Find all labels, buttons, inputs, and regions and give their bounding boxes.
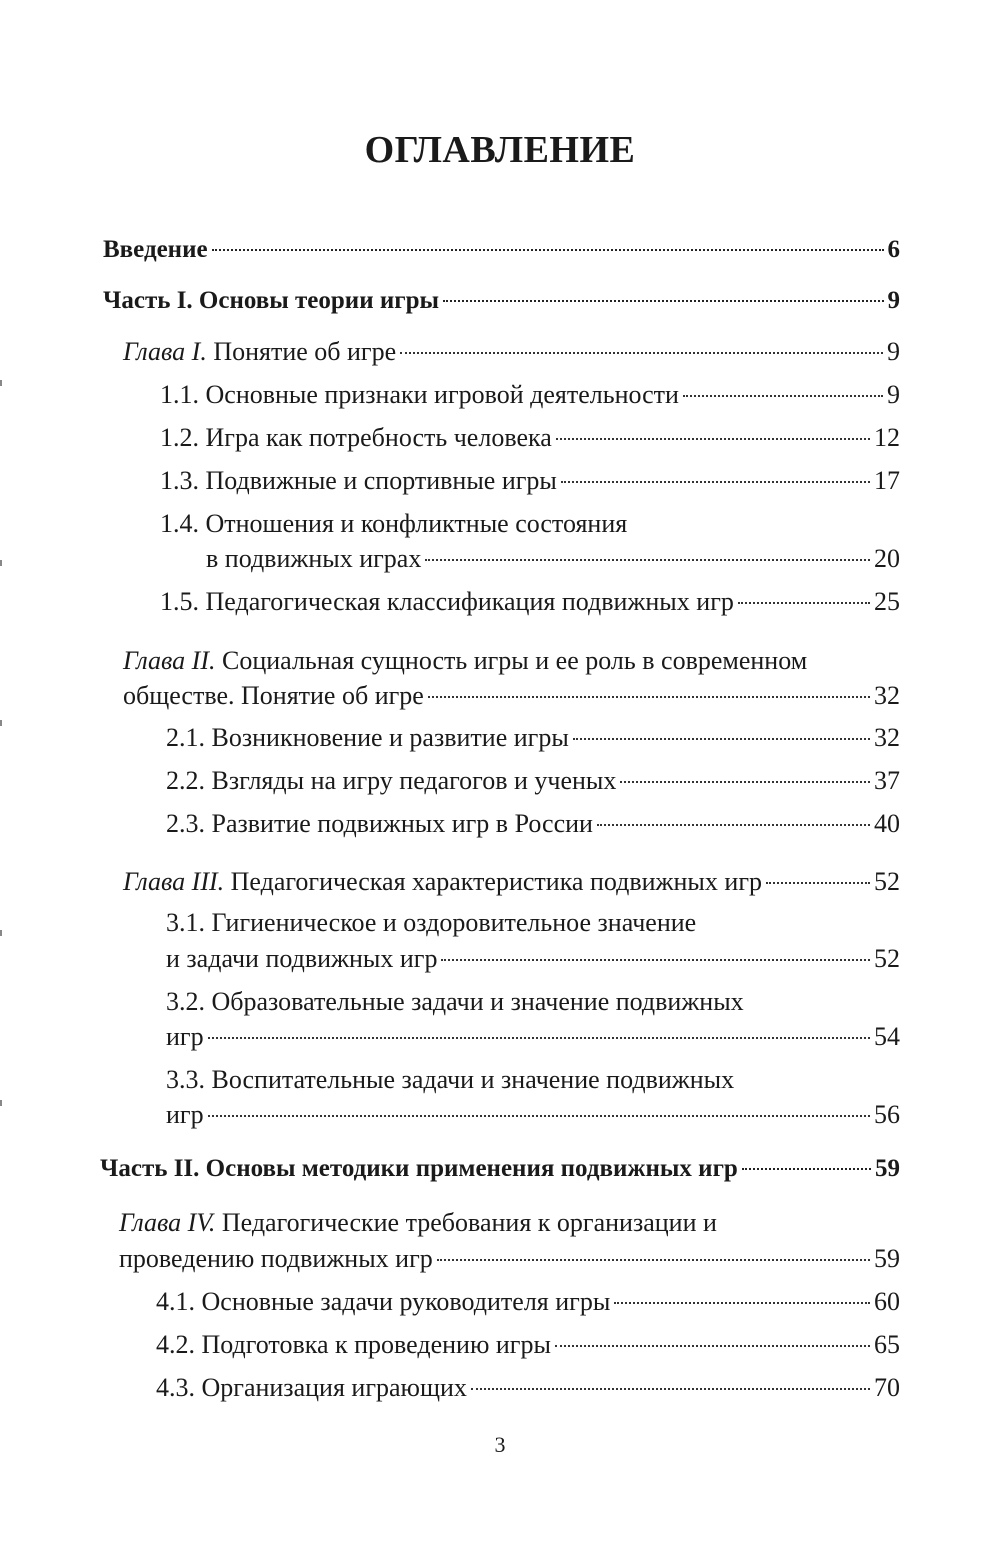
toc-page-number: 70 — [874, 1373, 900, 1402]
toc-entry-section-3-1[interactable] — [166, 941, 900, 977]
dot-leader — [555, 1345, 870, 1347]
dot-leader — [738, 602, 870, 604]
toc-entry-section-2-3[interactable] — [166, 806, 900, 842]
toc-page-number: 20 — [874, 544, 900, 573]
dot-leader — [620, 781, 870, 783]
toc-page-number: 52 — [874, 867, 900, 896]
toc-page-number: 32 — [874, 723, 900, 752]
toc-entry-label: Часть II. Основы методики применения подвижных игр — [100, 1155, 738, 1182]
toc-page-number: 17 — [874, 466, 900, 495]
toc-page-number: 59 — [874, 1244, 900, 1273]
toc-entry-label: 4.3. Организация играющих — [156, 1373, 467, 1402]
dot-leader — [443, 300, 883, 302]
toc-page-number: 9 — [887, 380, 900, 409]
toc-entry-section-2-1[interactable] — [166, 720, 900, 756]
toc-entry-section-3-2[interactable] — [166, 1019, 900, 1055]
toc-entry-label: 1.1. Основные признаки игровой деятельности — [160, 380, 679, 409]
toc-page-number: 40 — [874, 809, 900, 838]
page-number: 3 — [494, 1432, 506, 1457]
toc-entry-introduction[interactable] — [103, 232, 900, 268]
toc-entry-label: проведению подвижных игр — [119, 1244, 433, 1273]
toc-entry-chapter-4-line1[interactable] — [119, 1205, 717, 1241]
toc-entry-section-4-3[interactable] — [156, 1370, 900, 1406]
toc-entry-label: 2.3. Развитие подвижных игр в России — [166, 809, 593, 838]
toc-entry-section-3-3-line1[interactable]: 3.3. Воспитательные задачи и значение подвижных — [166, 1065, 735, 1094]
dot-leader — [561, 481, 870, 483]
toc-entry-label: игр — [166, 1022, 204, 1051]
toc-entry-label: обществе. Понятие об игре — [123, 681, 424, 710]
toc-page-number: 6 — [887, 236, 900, 263]
toc-entry-label: Педагогические требования к организации и — [221, 1208, 717, 1237]
toc-entry-label: 1.2. Игра как потребность человека — [160, 423, 552, 452]
dot-leader — [471, 1388, 870, 1390]
toc-page-number: 65 — [874, 1330, 900, 1359]
toc-entry-section-3-1-line1[interactable]: 3.1. Гигиеническое и оздоровительное значение — [166, 908, 697, 937]
toc-entry-section-1-1[interactable] — [160, 377, 900, 413]
toc-entry-chapter-2[interactable] — [123, 678, 900, 714]
dot-leader — [441, 959, 870, 961]
toc-chapter-prefix: Глава II. — [123, 646, 216, 675]
toc-page-number: 56 — [874, 1100, 900, 1129]
toc-entry-section-1-4[interactable] — [206, 541, 900, 577]
toc-entry-label: игр — [166, 1100, 204, 1129]
dot-leader — [208, 1037, 870, 1039]
toc-page-number: 9 — [887, 287, 900, 314]
toc-entry-section-4-2[interactable] — [156, 1327, 900, 1363]
toc-entry-label: Педагогическая характеристика подвижных игр — [230, 867, 762, 896]
toc-entry-chapter-4[interactable] — [119, 1241, 900, 1277]
toc-entry-label: 1.3. Подвижные и спортивные игры — [160, 466, 557, 495]
dot-leader — [556, 438, 870, 440]
toc-entry-chapter-2-line1[interactable] — [123, 643, 807, 679]
toc-entry-label: Понятие об игре — [213, 337, 397, 366]
toc-page-number: 32 — [874, 681, 900, 710]
toc-entry-label: Введение — [103, 236, 208, 263]
dot-leader — [573, 738, 870, 740]
toc-entry-part-2[interactable] — [100, 1151, 900, 1187]
toc-page-number: 12 — [874, 423, 900, 452]
dot-leader — [683, 395, 883, 397]
toc-entry-section-1-2[interactable] — [160, 420, 900, 456]
toc-page-number: 54 — [874, 1022, 900, 1051]
toc-entry-label: 4.1. Основные задачи руководителя игры — [156, 1287, 611, 1316]
toc-entry-section-3-2-line1[interactable]: 3.2. Образовательные задачи и значение подвижных — [166, 987, 744, 1016]
toc-page-number: 59 — [875, 1155, 900, 1182]
toc-entry-section-1-4-line1[interactable]: 1.4. Отношения и конфликтные состояния — [160, 509, 628, 538]
toc-entry-section-3-3[interactable] — [166, 1097, 900, 1133]
toc-entry-label: 4.2. Подготовка к проведению игры — [156, 1330, 551, 1359]
toc-entry-chapter-1[interactable] — [123, 334, 900, 370]
dot-leader — [208, 1115, 870, 1117]
dot-leader — [742, 1168, 871, 1170]
dot-leader — [766, 882, 870, 884]
toc-chapter-prefix: Глава III. — [123, 867, 225, 896]
toc-entry-part-1[interactable] — [103, 283, 900, 319]
toc-entry-label: 1.5. Педагогическая классификация подвижных игр — [160, 587, 734, 616]
toc-entry-section-1-5[interactable] — [160, 584, 900, 620]
toc-entry-section-2-2[interactable] — [166, 763, 900, 799]
toc-entry-label: 2.1. Возникновение и развитие игры — [166, 723, 569, 752]
dot-leader — [614, 1302, 870, 1304]
toc-chapter-prefix: Глава I. — [123, 337, 207, 366]
toc-entry-section-4-1[interactable] — [156, 1284, 900, 1320]
toc-page-number: 9 — [887, 337, 900, 366]
toc-entry-chapter-3[interactable] — [123, 864, 900, 900]
toc-page-number: 25 — [874, 587, 900, 616]
dot-leader — [597, 824, 870, 826]
page-title: ОГЛАВЛЕНИЕ — [364, 129, 636, 171]
toc-page-number: 52 — [874, 944, 900, 973]
toc-entry-label: и задачи подвижных игр — [166, 944, 438, 973]
toc-page-number: 37 — [874, 766, 900, 795]
dot-leader — [428, 696, 870, 698]
dot-leader — [212, 249, 884, 251]
toc-entry-label: Социальная сущность игры и ее роль в современном — [222, 646, 808, 675]
toc-entry-label: в подвижных играх — [206, 544, 422, 573]
toc-entry-section-1-3[interactable] — [160, 463, 900, 499]
toc-entry-label: Часть I. Основы теории игры — [103, 287, 440, 314]
dot-leader — [400, 352, 883, 354]
toc-chapter-prefix: Глава IV. — [119, 1208, 216, 1237]
toc-entry-label: 2.2. Взгляды на игру педагогов и ученых — [166, 766, 617, 795]
dot-leader — [425, 559, 870, 561]
dot-leader — [437, 1259, 870, 1261]
toc-page-number: 60 — [874, 1287, 900, 1316]
